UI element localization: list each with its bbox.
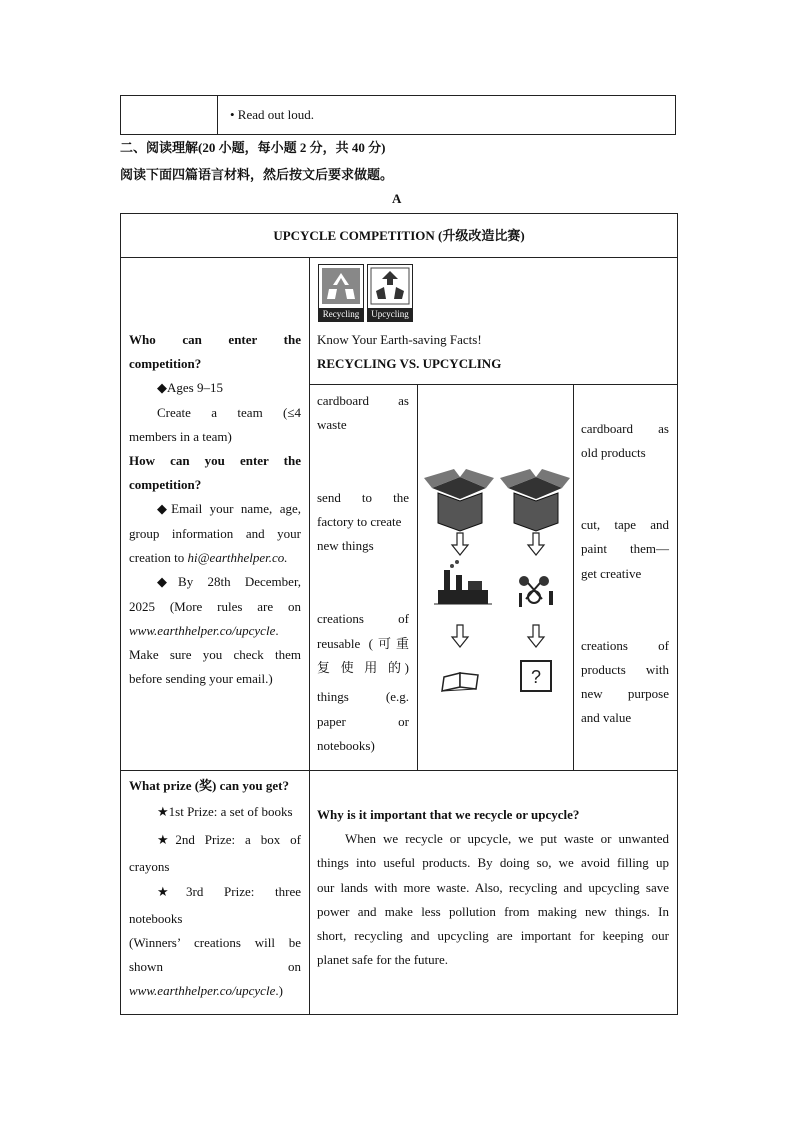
recycling-step3-line3: 复 使 用 的): [317, 660, 409, 675]
why-line2: things into useful products. By doing so, we avoid filling up: [317, 855, 669, 870]
section-instruction: 阅读下面四篇语言材料，然后按文后要求做题。: [120, 167, 394, 182]
prize-question: What prize (奖) can you get?: [129, 778, 289, 793]
winners-line2: shown on: [129, 959, 301, 974]
passage-letter: A: [392, 191, 402, 206]
recycling-step1-line2: waste: [317, 417, 347, 432]
recycling-step2-line3: new things: [317, 538, 374, 553]
factory-icon: [434, 560, 492, 604]
top-table-left-cell: [121, 96, 218, 135]
why-line5: short, recycling and upcycling are important for keeping our: [317, 928, 669, 943]
how-question-line1: How can you enter the: [129, 453, 301, 468]
facts-vs-heading: RECYCLING VS. UPCYCLING: [317, 356, 502, 371]
upcycling-step2-line2: paint them—: [581, 541, 669, 556]
svg-text:?: ?: [530, 667, 542, 687]
craft-tools-icon: [519, 576, 553, 607]
upcycling-step3-line4: and value: [581, 710, 632, 725]
upcycling-step1-line2: old products: [581, 445, 646, 460]
cardboard-box-icon: [424, 469, 494, 531]
column-divider: [309, 257, 310, 1014]
who-question-line2: competition?: [129, 356, 202, 371]
why-line1: When we recycle or upcycle, we put waste or unwanted: [345, 831, 669, 846]
recycling-logo-label: Recycling: [319, 308, 363, 321]
prize-third-line2: notebooks: [129, 911, 183, 926]
upcycling-logo: [367, 264, 413, 322]
upcycling-step1-line1: cardboard as: [581, 421, 669, 436]
how-deadline-line2: 2025 (More rules are on: [129, 599, 301, 614]
recycling-step3-line4: things (e.g.: [317, 689, 409, 704]
section-title: 二、阅读理解(20 小题，每小题 2 分，共 40 分): [120, 140, 386, 155]
recycling-step3-line1: creations of: [317, 611, 409, 626]
how-email-line3: [129, 546, 288, 571]
how-email-line1: ◆Email your name, age,: [157, 501, 301, 516]
book-icon: [442, 673, 478, 691]
question-mark-icon: [521, 661, 551, 691]
prize-second-line1: ★2nd Prize: a box of: [157, 832, 301, 847]
recycling-icon: [319, 265, 363, 307]
column-divider: [573, 384, 574, 770]
why-line4: power and make less pollution from making new things. In: [317, 904, 669, 919]
recycle-upcycle-diagram: [418, 385, 573, 770]
recycling-step2-line2: factory to create: [317, 514, 402, 529]
upcycling-step2-line1: cut, tape and: [581, 517, 669, 532]
email-address[interactable]: hi@earthhelper.co.: [187, 550, 288, 565]
poster-title: UPCYCLE COMPETITION (升级改造比赛): [273, 228, 525, 243]
arrow-down-icon: [528, 533, 544, 555]
upcycling-step3-line1: creations of: [581, 638, 669, 653]
arrow-down-icon: [452, 625, 468, 647]
upcycling-step3-line3: new purpose: [581, 686, 669, 701]
how-email-line2: group information and your: [129, 526, 301, 541]
recycling-step3-line2: reusable (可重: [317, 636, 409, 651]
upcycling-icon: [368, 265, 412, 307]
prize-first: ★1st Prize: a set of books: [157, 804, 293, 819]
top-table: [120, 95, 676, 135]
prize-second-line2: crayons: [129, 859, 170, 874]
how-check-line2: before sending your email.): [129, 671, 273, 686]
row-divider: [121, 257, 677, 258]
winners-line1: (Winners’ creations will be: [129, 935, 301, 950]
upcycling-logo-label: Upcycling: [368, 308, 412, 321]
upcycling-step3-line2: products with: [581, 662, 669, 677]
how-question-line2: competition?: [129, 477, 202, 492]
rules-url-after: .: [275, 623, 279, 638]
recycling-logo: [318, 264, 364, 322]
why-question: Why is it important that we recycle or upcycle?: [317, 807, 580, 822]
winners-line3: [129, 979, 283, 1004]
how-url-line: [129, 619, 279, 644]
cardboard-box-icon: [500, 469, 570, 531]
winners-url-after: .): [275, 983, 283, 998]
how-deadline-line1: ◆By 28th December,: [157, 574, 301, 589]
top-table-right-cell: • Read out loud.: [218, 96, 676, 135]
recycling-step3-line6: notebooks): [317, 738, 375, 753]
arrow-down-icon: [452, 533, 468, 555]
rules-url[interactable]: www.earthhelper.co/upcycle: [129, 623, 276, 638]
recycling-step1-line1: cardboard as: [317, 393, 409, 408]
facts-heading: Know Your Earth-saving Facts!: [317, 332, 482, 347]
recycling-step3-line5: paper or: [317, 714, 409, 729]
poster-table: [120, 213, 678, 1015]
who-age: ◆Ages 9–15: [157, 380, 223, 395]
arrow-down-icon: [528, 625, 544, 647]
how-email-prefix: creation to: [129, 550, 185, 565]
recycling-step2-line1: send to the: [317, 490, 409, 505]
upcycling-step2-line3: get creative: [581, 566, 642, 581]
why-line3: our lands with more waste. Also, recycling and upcycling save: [317, 880, 669, 895]
row-divider: [121, 770, 677, 771]
why-line6: planet safe for the future.: [317, 952, 449, 967]
who-question-line1: Who can enter the: [129, 332, 301, 347]
who-team-line2: members in a team): [129, 429, 232, 444]
how-check-line1: Make sure you check them: [129, 647, 301, 662]
prize-third-line1: ★3rd Prize: three: [157, 884, 301, 899]
winners-url[interactable]: www.earthhelper.co/upcycle: [129, 983, 276, 998]
who-team-line1: Create a team (≤4: [157, 405, 301, 420]
